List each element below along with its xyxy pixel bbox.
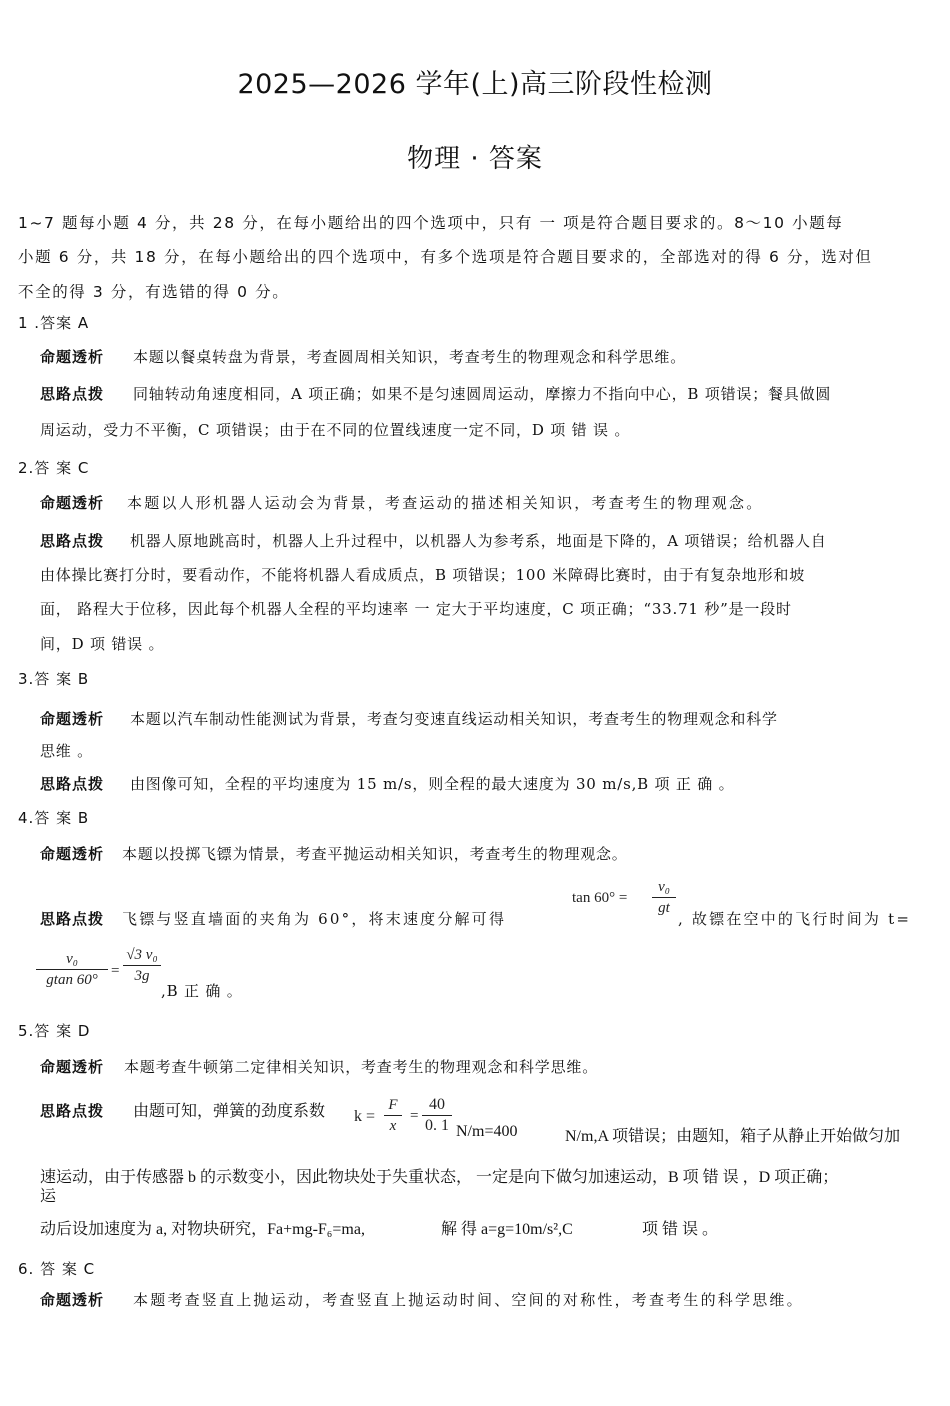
intro-line-2: 小题 6 分，共 18 分，在每小题给出的四个选项中，有多个选项是符合题目要求的，全部选对的得 6 分，选对但 — [18, 248, 873, 266]
q1-hint-line-2: 周运动，受力不平衡，C 项错误；由于在不同的位置线速度一定不同，D 项 错 误 。 — [40, 421, 631, 439]
q4-eq2-numerator: v₀ — [66, 951, 78, 967]
q2-hint-line-3: 面， 路程大于位移，因此每个机器人全程的平均速率 一 定大于平均速度，C 项正确；“33.71 秒”是一段时 — [40, 600, 792, 618]
q5-hint-line-7: 解 得 a=g=10m/s²,C — [441, 1221, 573, 1238]
q5-eq-fraction-1 — [384, 1096, 402, 1135]
q3-analysis-line-1: 本题以汽车制动性能测试为背景，考查匀变速直线运动相关知识，考查考生的物理观念和科学 — [130, 710, 778, 728]
q5-hint-label: 思路点拨 — [40, 1102, 105, 1120]
q4-eq2-fraction-1 — [36, 950, 108, 989]
q3-answer-head: 3.答 案 B — [18, 670, 90, 688]
q5-hint-line-5: 运 — [40, 1188, 57, 1205]
q2-hint-line-4: 间，D 项 错误 。 — [40, 635, 165, 653]
intro-line-1: 1~7 题每小题 4 分，共 28 分，在每小题给出的四个选项中，只有 一 项是符合题目要求的。8～10 小题每 — [18, 214, 844, 232]
q5-hint-line-1: 由题可知，弹簧的劲度系数 — [133, 1103, 326, 1120]
q5-hint-line-6: 动后设加速度为 a, 对物块研究，Fa+mg-F₆=ma, — [40, 1221, 365, 1238]
q5-hint-line-4: 速运动，由于传感器 b 的示数变小，因此物块处于失重状态， 一定是向下做匀加速运动，B 项 错 误 ，D 项正确； — [40, 1169, 839, 1186]
q4-eq1-denominator: gt — [658, 900, 670, 916]
q4-hint-line-2: , 故镖在空中的飞行时间为 t= — [678, 910, 912, 928]
q5-eq-fraction-2 — [422, 1096, 452, 1135]
q4-eq2-numerator-2: √3 v₀ — [126, 947, 158, 963]
q5-eq-denominator-1: x — [389, 1118, 397, 1134]
q2-analysis-label: 命题透析 — [40, 494, 105, 512]
q3-analysis-line-2: 思维 。 — [40, 742, 93, 760]
q2-hint-label: 思路点拨 — [40, 532, 105, 550]
q2-hint-line-2: 由体操比赛打分时，要看动作，不能将机器人看成质点，B 项错误；100 米障碍比赛时，由于有复杂地形和坡 — [40, 566, 805, 584]
q2-analysis-text: 本题以人形机器人运动会为背景，考查运动的描述相关知识，考查考生的物理观念。 — [127, 494, 764, 512]
q4-eq2-fraction-2 — [123, 946, 161, 985]
q5-analysis-label: 命题透析 — [40, 1058, 105, 1076]
q4-eq2-denominator: gtan 60° — [46, 972, 98, 988]
q3-analysis-label: 命题透析 — [40, 710, 105, 728]
q4-hint-line-1: 飞镖与竖直墙面的夹角为 60°，将末速度分解可得 — [122, 910, 507, 928]
intro-line-3: 不全的得 3 分，有选错的得 0 分。 — [18, 283, 290, 301]
q5-eq-k: k = — [354, 1108, 376, 1125]
q5-hint-line-8: 项 错 误 。 — [642, 1221, 719, 1238]
q5-eq-equals: = — [410, 1108, 419, 1124]
q1-hint-label: 思路点拨 — [40, 385, 105, 403]
q4-eq1-numerator: v₀ — [658, 879, 670, 895]
q5-answer-head: 5.答 案 D — [18, 1022, 91, 1040]
q4-eq2-denominator-2: 3g — [134, 968, 150, 984]
q2-answer-head: 2.答 案 C — [18, 459, 90, 477]
q1-hint-line-1: 同轴转动角速度相同，A 项正确；如果不是匀速圆周运动，摩擦力不指向中心，B 项错误；餐具做圆 — [133, 385, 832, 403]
q4-analysis-text: 本题以投掷飞镖为情景，考查平抛运动相关知识，考查考生的物理观念。 — [122, 845, 628, 863]
q4-eq2-equals: = — [111, 963, 120, 979]
q5-hint-line-3: N/m,A 项错误；由题知，箱子从静止开始做匀加 — [565, 1128, 901, 1145]
q3-hint-text: 由图像可知，全程的平均速度为 15 m/s，则全程的最大速度为 30 m/s,B 项 正 确 。 — [130, 775, 735, 793]
q6-answer-head: 6. 答 案 C — [18, 1260, 96, 1278]
q6-analysis-text: 本题考查竖直上抛运动，考查竖直上抛运动时间、空间的对称性，考查考生的科学思维。 — [133, 1291, 804, 1309]
page-title: 2025—2026 学年(上)高三阶段性检测 — [237, 69, 713, 100]
q1-analysis-label: 命题透析 — [40, 348, 105, 366]
page-subtitle: 物理 · 答案 — [407, 144, 543, 174]
q4-answer-head: 4.答 案 B — [18, 809, 90, 827]
q6-analysis-label: 命题透析 — [40, 1291, 105, 1309]
q1-analysis-text: 本题以餐桌转盘为背景，考查圆周相关知识，考查考生的物理观念和科学思维。 — [133, 348, 687, 366]
q4-eq1-fraction — [652, 878, 676, 917]
q2-hint-line-1: 机器人原地跳高时，机器人上升过程中，以机器人为参考系，地面是下降的，A 项错误；给机器人自 — [130, 532, 827, 550]
q4-hint-label: 思路点拨 — [40, 910, 105, 928]
q4-analysis-label: 命题透析 — [40, 845, 105, 863]
q3-hint-label: 思路点拨 — [40, 775, 105, 793]
q5-hint-line-2: N/m=400 — [456, 1123, 518, 1140]
q5-eq-numerator-1: F — [388, 1097, 398, 1113]
q5-eq-denominator-2: 0. 1 — [425, 1117, 449, 1134]
q4-eq1-lhs: tan 60° = — [572, 890, 628, 906]
q5-eq-numerator-2: 40 — [429, 1096, 445, 1113]
q1-answer-head: 1 .答案 A — [18, 314, 90, 332]
q5-analysis-text: 本题考查牛顿第二定律相关知识，考查考生的物理观念和科学思维。 — [124, 1058, 599, 1076]
q4-hint-line-3: ,B 正 确 。 — [161, 982, 243, 1000]
